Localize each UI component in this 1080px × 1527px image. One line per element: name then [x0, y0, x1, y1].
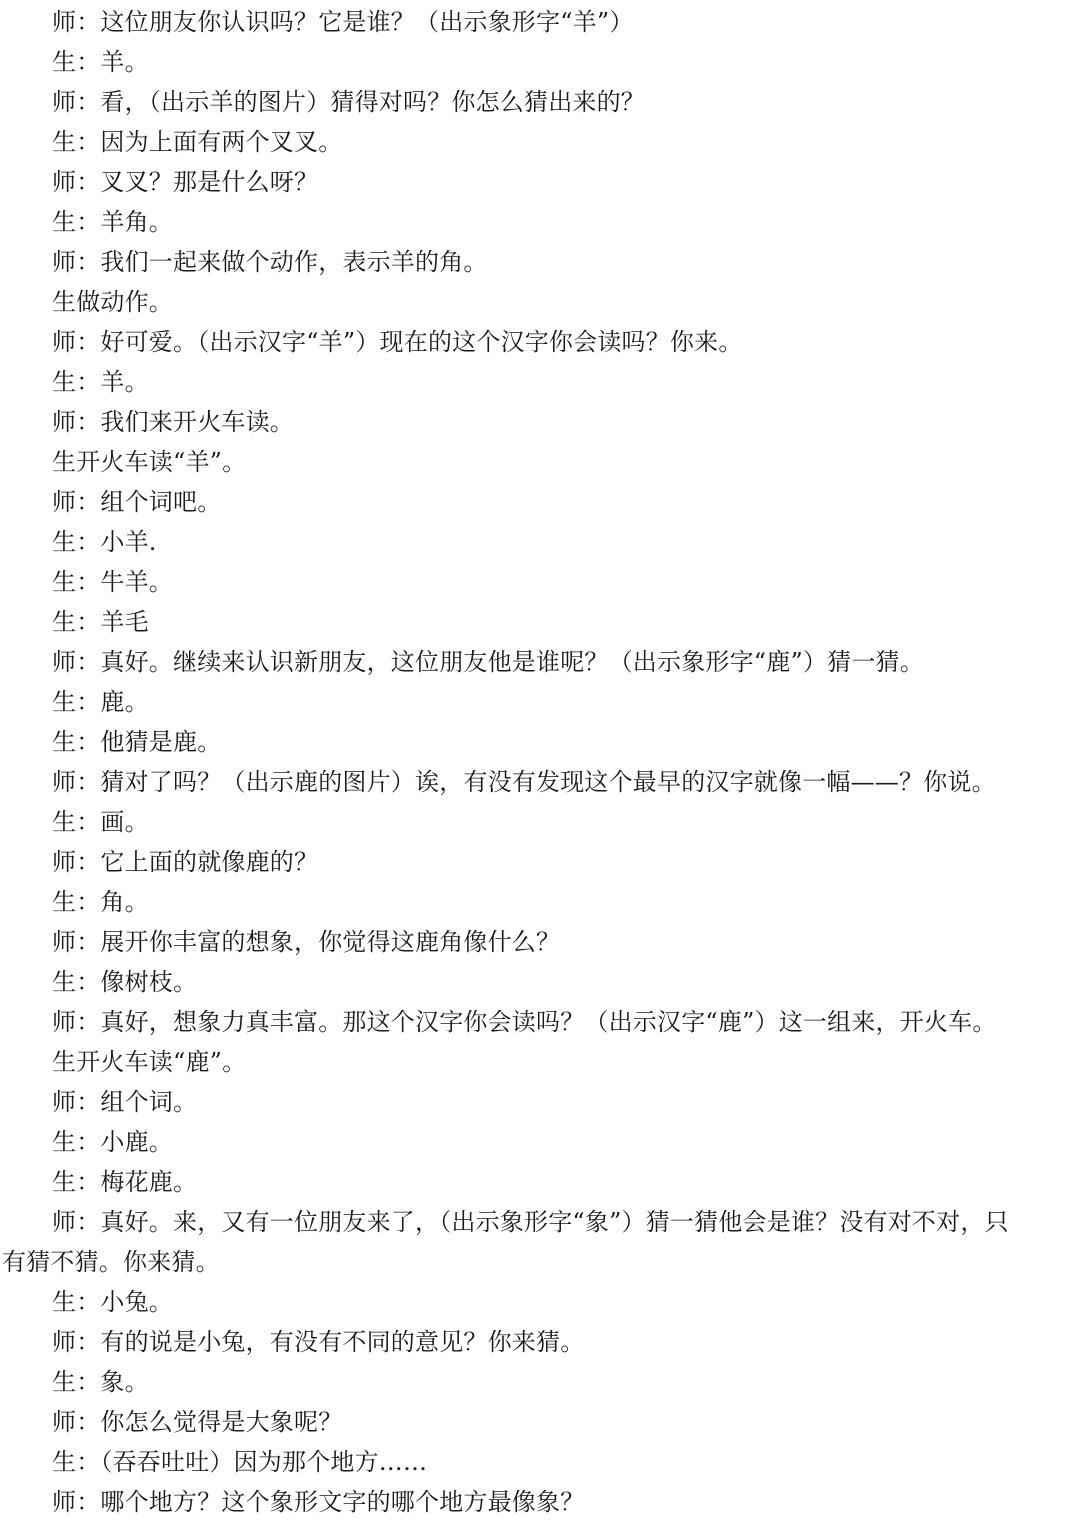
transcript-line: 师：叉叉？那是什么呀？ [52, 168, 319, 196]
transcript-line: 生：梅花鹿。 [52, 1168, 198, 1196]
transcript-line: 生：小羊. [52, 528, 157, 556]
lesson-transcript [0, 2, 1080, 1522]
transcript-line: 师：这位朋友你认识吗？它是谁？（出示象形字“羊”） [52, 8, 634, 36]
transcript-line: 师：组个词。 [52, 1088, 198, 1116]
transcript-line: 生：小鹿。 [52, 1128, 173, 1156]
transcript-line: 生：羊毛 [52, 608, 149, 636]
transcript-line: 师：猜对了吗？（出示鹿的图片）诶，有没有发现这个最早的汉字就像一幅——？你说。 [52, 768, 996, 796]
transcript-line-continuation: 有猜不猜。你来猜。 [2, 1248, 220, 1276]
transcript-line: 师：有的说是小兔，有没有不同的意见？你来猜。 [52, 1328, 585, 1356]
transcript-line: 生开火车读“鹿”。 [52, 1048, 247, 1076]
transcript-line: 师：哪个地方？这个象形文字的哪个地方最像象？ [52, 1488, 585, 1516]
transcript-line: 师：我们来开火车读。 [52, 408, 294, 436]
transcript-line: 生：羊。 [52, 48, 149, 76]
transcript-line: 师：展开你丰富的想象，你觉得这鹿角像什么？ [52, 928, 561, 956]
transcript-line: 生：因为上面有两个叉叉。 [52, 128, 343, 156]
transcript-line: 师：我们一起来做个动作，表示羊的角。 [52, 248, 488, 276]
transcript-line: 生：角。 [52, 888, 149, 916]
transcript-line: 师：它上面的就像鹿的？ [52, 848, 319, 876]
transcript-line: 师：你怎么觉得是大象呢？ [52, 1408, 343, 1436]
transcript-line: 生开火车读“羊”。 [52, 448, 247, 476]
transcript-line: 师：真好，想象力真丰富。那这个汉字你会读吗？（出示汉字“鹿”）这一组来，开火车。 [52, 1008, 997, 1036]
transcript-line: 师：组个词吧。 [52, 488, 222, 516]
transcript-line: 生：鹿。 [52, 688, 149, 716]
transcript-line: 师：看，（出示羊的图片）猜得对吗？你怎么猜出来的？ [52, 88, 645, 116]
transcript-line: 生做动作。 [52, 288, 173, 316]
transcript-line: 生：象。 [52, 1368, 149, 1396]
transcript-line: 师：真好。继续来认识新朋友，这位朋友他是谁呢？（出示象形字“鹿”）猜一猜。 [52, 648, 924, 676]
transcript-line: 生：小兔。 [52, 1288, 173, 1316]
transcript-line: 生：他猜是鹿。 [52, 728, 222, 756]
transcript-line: 师：真好。来，又有一位朋友来了，（出示象形字“象”）猜一猜他会是谁？没有对不对，只 [52, 1208, 1009, 1236]
transcript-line: 生：羊角。 [52, 208, 173, 236]
transcript-line: 生：羊。 [52, 368, 149, 396]
transcript-line: 生：画。 [52, 808, 149, 836]
transcript-line: 生：牛羊。 [52, 568, 173, 596]
transcript-line: 师：好可爱。（出示汉字“羊”）现在的这个汉字你会读吗？你来。 [52, 328, 743, 356]
transcript-line: 生：（吞吞吐吐）因为那个地方…… [52, 1448, 428, 1476]
transcript-line: 生：像树枝。 [52, 968, 198, 996]
